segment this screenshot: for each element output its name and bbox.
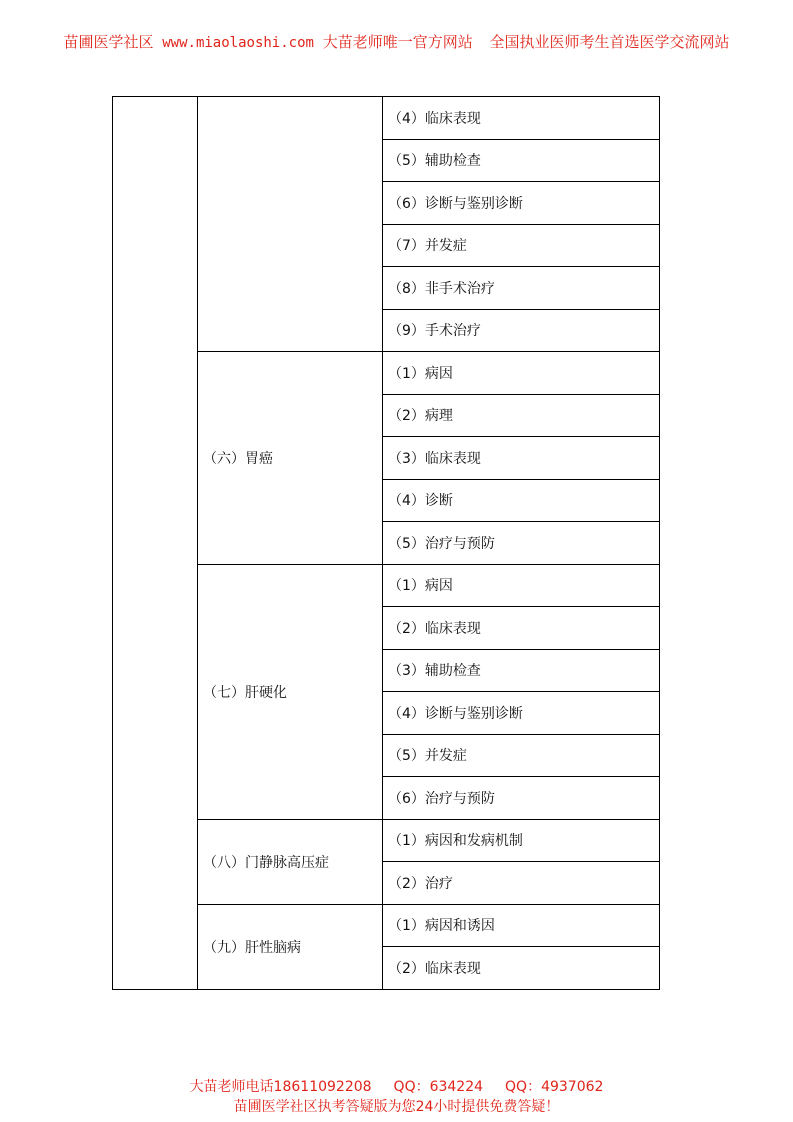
topic-item-cell: （2）病理 [383, 394, 660, 437]
topic-item-cell: （7）并发症 [383, 224, 660, 267]
topic-item-cell: （8）非手术治疗 [383, 267, 660, 310]
topic-item-cell: （4）诊断与鉴别诊断 [383, 692, 660, 735]
footer-phone: 大苗老师电话18611092208 [189, 1079, 372, 1095]
header-site-name: 苗圃医学社区 [63, 33, 154, 51]
topic-item-cell: （2）治疗 [383, 862, 660, 905]
syllabus-table-body [113, 97, 660, 990]
topic-item-cell: （2）临床表现 [383, 947, 660, 990]
header-url[interactable]: www.miaolaoshi.com [162, 35, 314, 51]
topic-item-cell: （6）治疗与预防 [383, 777, 660, 820]
section-title-cell: （六）胃癌 [198, 352, 383, 565]
footer-qq1: QQ：634224 [393, 1079, 484, 1095]
topic-item-cell: （5）治疗与预防 [383, 522, 660, 565]
topic-item-cell: （3）辅助检查 [383, 649, 660, 692]
section-title-cell [198, 97, 383, 352]
section-title-cell: （九）肝性脑病 [198, 904, 383, 989]
table-row [113, 97, 660, 140]
footer-qq2: QQ：4937062 [505, 1079, 604, 1095]
topic-item-cell: （1）病因 [383, 352, 660, 395]
topic-item-cell: （6）诊断与鉴别诊断 [383, 182, 660, 225]
topic-item-cell: （2）临床表现 [383, 607, 660, 650]
topic-item-cell: （5）辅助检查 [383, 139, 660, 182]
topic-item-cell: （1）病因和诱因 [383, 904, 660, 947]
syllabus-table [112, 96, 660, 990]
footer-contact-line [0, 1077, 793, 1097]
page-header [0, 31, 793, 52]
header-slogan: 全国执业医师考生首选医学交流网站 [489, 33, 730, 51]
section-title-cell: （七）肝硬化 [198, 564, 383, 819]
header-official: 大苗老师唯一官方网站 [322, 33, 473, 51]
topic-item-cell: （4）诊断 [383, 479, 660, 522]
topic-item-cell: （4）临床表现 [383, 97, 660, 140]
topic-item-cell: （1）病因和发病机制 [383, 819, 660, 862]
topic-item-cell: （3）临床表现 [383, 437, 660, 480]
topic-item-cell: （5）并发症 [383, 734, 660, 777]
topic-item-cell: （1）病因 [383, 564, 660, 607]
page-footer [0, 1077, 793, 1117]
chapter-cell [113, 97, 198, 990]
section-title-cell: （八）门静脉高压症 [198, 819, 383, 904]
topic-item-cell: （9）手术治疗 [383, 309, 660, 352]
footer-answer-line: 苗圃医学社区执考答疑版为您24小时提供免费答疑！ [233, 1099, 560, 1115]
